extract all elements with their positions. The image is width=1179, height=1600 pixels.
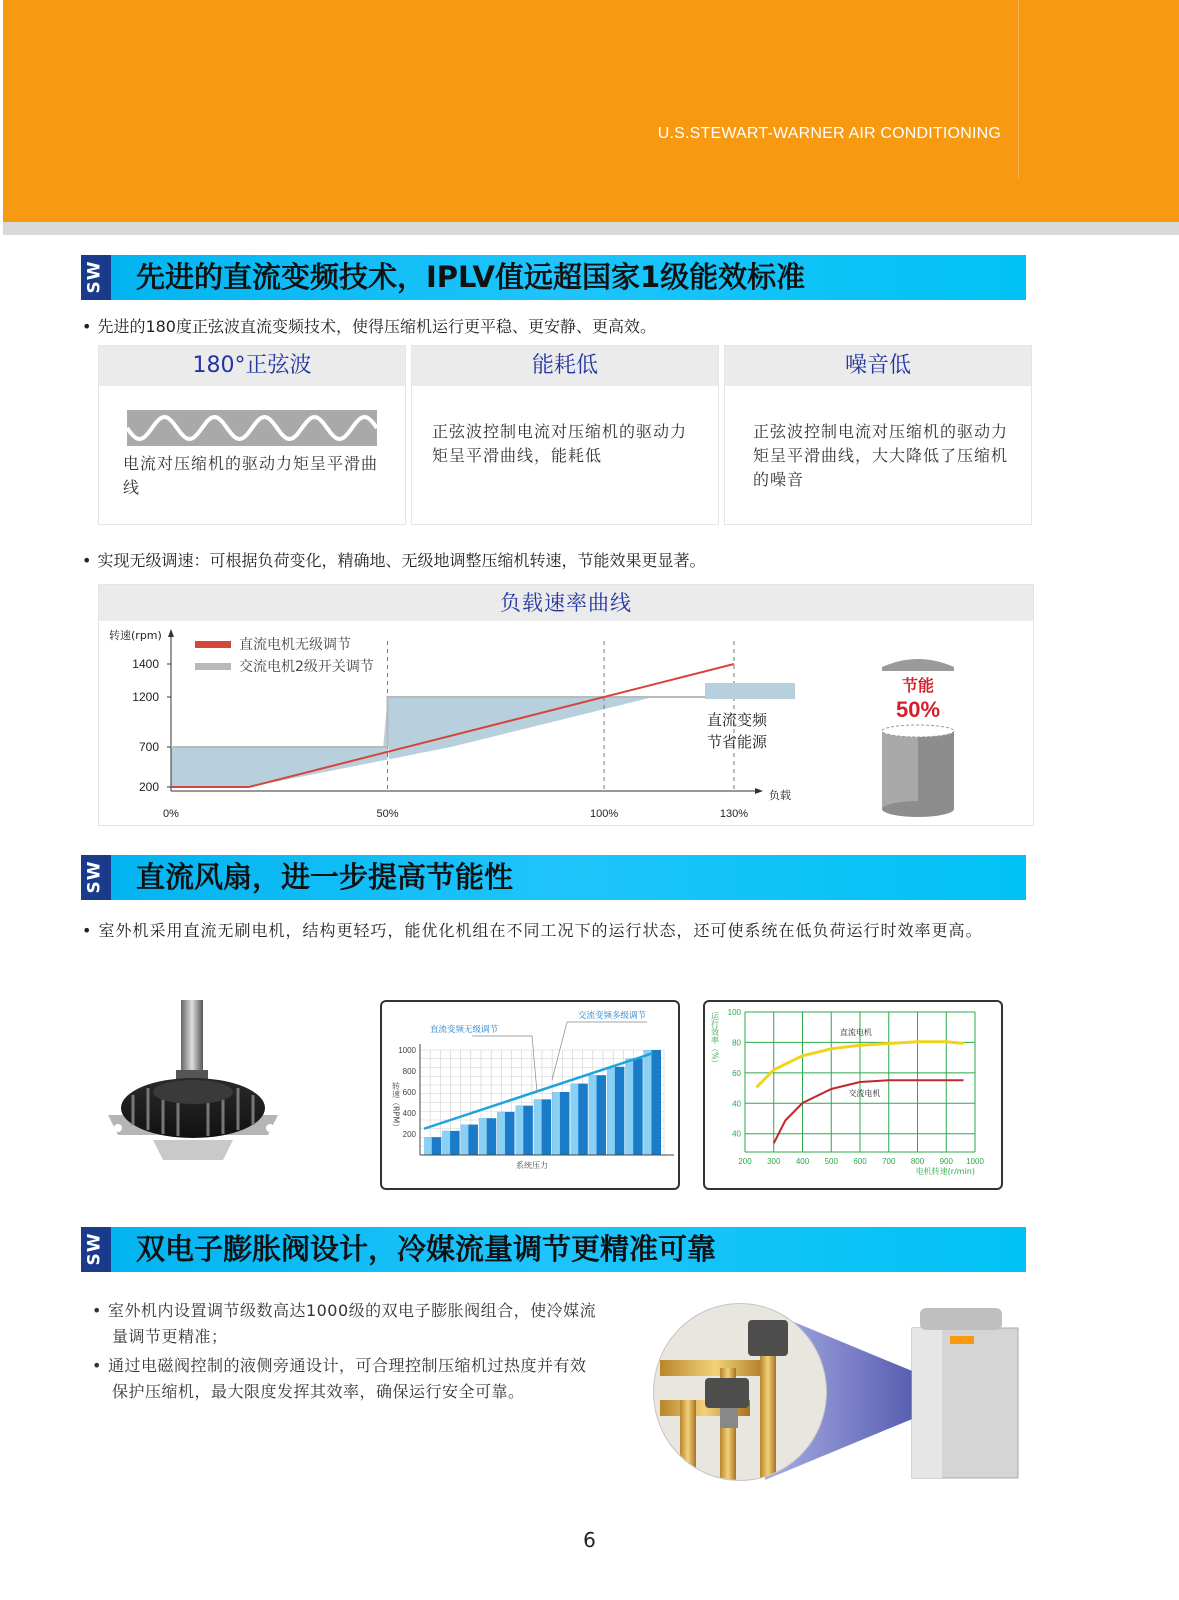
header-gray-band xyxy=(3,222,1179,235)
cylinder-top xyxy=(882,659,954,671)
motor-efficiency-chart-panel xyxy=(703,1000,1003,1190)
x-tick-label: 900 xyxy=(939,1157,953,1166)
header-banner xyxy=(3,0,1179,222)
x-axis-arrow xyxy=(755,788,763,794)
x-axis-label: 系统压力 xyxy=(516,1161,548,1170)
card-low-noise xyxy=(724,345,1032,525)
bar-highlight xyxy=(644,1050,652,1155)
bar-highlight xyxy=(442,1131,450,1155)
x-axis-label: 电机转速(r/min) xyxy=(915,1167,975,1176)
x-tick-label: 600 xyxy=(853,1157,867,1166)
load-speed-chart xyxy=(99,621,1033,825)
card-title: 噪音低 xyxy=(725,346,1031,386)
y-tick-label: 80 xyxy=(732,1038,741,1048)
header-divider xyxy=(1018,0,1019,178)
y-axis-label: 转速(rpm) xyxy=(109,629,162,642)
bar-highlight xyxy=(589,1075,597,1155)
y-tick-label: 700 xyxy=(138,740,159,754)
fan-speed-chart xyxy=(382,1002,678,1188)
saving-swatch xyxy=(705,683,795,699)
y-tick-label: 100 xyxy=(727,1008,741,1017)
section3-bullet1: • 室外机内设置调节级数高达1000级的双电子膨胀阀组合，使冷媒流量调节更精准； xyxy=(92,1301,597,1346)
cylinder-highlight xyxy=(882,731,918,809)
section3-bullet2: • 通过电磁阀控制的液侧旁通设计，可合理控制压缩机过热度并有效保护压缩机，最大限度发挥其效率，确保运行安全可靠。 xyxy=(92,1356,587,1401)
bar-highlight xyxy=(534,1099,542,1155)
section2-bullet: • 室外机采用直流无刷电机，结构更轻巧，能优化机组在不同工况下的运行状态，还可使系统在低负荷运行时效率更高。 xyxy=(82,921,983,940)
section2-title: 直流风扇，进一步提高节能性 xyxy=(136,860,514,894)
bar-highlight xyxy=(552,1092,560,1155)
section3-title: 双电子膨胀阀设计，冷媒流量调节更精准可靠 xyxy=(136,1232,717,1266)
bar-highlight xyxy=(516,1106,524,1155)
sw-logo-icon: SW xyxy=(78,255,111,300)
cylinder-cut xyxy=(882,725,954,737)
cylinder-label: 节能 xyxy=(901,676,935,695)
bar-highlight xyxy=(625,1058,633,1155)
y-tick-label: 1400 xyxy=(132,657,159,671)
x-tick-label: 130% xyxy=(719,808,749,820)
x-tick-label: 1000 xyxy=(966,1157,984,1166)
bar-highlight xyxy=(479,1118,487,1155)
x-tick-label: 300 xyxy=(767,1157,781,1166)
section1-title: 先进的直流变频技术，IPLV值远超国家1级能效标准 xyxy=(136,260,806,294)
legend-label: 交流电机2级开关调节 xyxy=(239,659,374,675)
bar-highlight xyxy=(461,1125,469,1155)
legend-swatch xyxy=(195,641,231,648)
x-tick-label: 500 xyxy=(824,1157,838,1166)
card-text: 正弦波控制电流对压缩机的驱动力矩呈平滑曲线，能耗低 xyxy=(432,422,688,465)
legend-swatch xyxy=(195,663,231,670)
expansion-valve-illustration xyxy=(650,1300,1020,1485)
x-axis-label: 负载 xyxy=(769,789,791,802)
saving-area xyxy=(388,697,654,759)
section1-bullet2: • 实现无级调速：可根据负荷变化，精确地、无级地调整压缩机转速，节能效果更显著。 xyxy=(82,551,706,570)
brand-name: U.S.STEWART-WARNER AIR CONDITIONING xyxy=(657,125,1001,142)
dc-motor-image xyxy=(98,1000,288,1180)
card-sine-wave xyxy=(98,345,406,525)
card-text: 电流对压缩机的驱动力矩呈平滑曲线 xyxy=(123,454,379,497)
card-title: 180°正弦波 xyxy=(99,346,405,386)
x-tick-label: 50% xyxy=(376,808,399,820)
sw-logo-icon: SW xyxy=(78,855,111,900)
page-number: 6 xyxy=(583,1528,596,1552)
y-tick-label: 200 xyxy=(138,780,159,794)
legend-label: 直流电机无级调节 xyxy=(239,637,351,653)
y-tick-label: 800 xyxy=(402,1067,416,1076)
y-tick-label: 40 xyxy=(732,1129,741,1139)
y-axis-label: 转速（RPM） xyxy=(391,1082,401,1132)
y-tick-label: 40 xyxy=(732,1099,741,1109)
y-tick-label: 1000 xyxy=(398,1046,416,1055)
saving-area xyxy=(171,697,388,787)
sw-logo-icon: SW xyxy=(78,1227,111,1272)
saving-label-line1: 直流变频 xyxy=(707,711,768,729)
y-axis-arrow xyxy=(168,629,174,637)
fan-speed-chart-panel xyxy=(380,1000,680,1190)
bar-highlight xyxy=(607,1067,615,1155)
sine-wave-icon xyxy=(127,410,377,446)
motor-efficiency-chart xyxy=(705,1002,1001,1188)
x-tick-label: 0% xyxy=(163,808,179,820)
bar-highlight xyxy=(424,1137,432,1155)
y-tick-label: 600 xyxy=(402,1088,416,1097)
load-speed-chart-box xyxy=(98,584,1034,826)
y-tick-label: 60 xyxy=(732,1068,741,1078)
chart-title: 负载速率曲线 xyxy=(99,585,1033,621)
series-label: 交流电机 xyxy=(848,1089,881,1098)
bar-highlight xyxy=(570,1084,578,1155)
x-tick-label: 700 xyxy=(882,1157,896,1166)
y-tick-label: 200 xyxy=(402,1130,416,1139)
x-tick-label: 200 xyxy=(738,1157,752,1166)
y-axis-label: 运行效率（%） xyxy=(710,1012,720,1068)
annotation-leader xyxy=(472,1036,537,1092)
saving-label-line2: 节省能源 xyxy=(707,733,768,751)
card-low-energy xyxy=(411,345,719,525)
x-tick-label: 400 xyxy=(795,1157,810,1166)
y-tick-label: 400 xyxy=(402,1109,416,1118)
cylinder-value: 50% xyxy=(895,697,941,722)
cylinder-bottom xyxy=(882,801,954,817)
annotation: 交流变频多级调节 xyxy=(578,1011,647,1021)
series-label: 直流电机 xyxy=(839,1027,872,1037)
bar-highlight xyxy=(497,1112,505,1155)
card-text: 正弦波控制电流对压缩机的驱动力矩呈平滑曲线，大大降低了压缩机的噪音 xyxy=(753,422,1009,489)
section1-bullet1: • 先进的180度正弦波直流变频技术，使得压缩机运行更平稳、更安静、更高效。 xyxy=(82,317,656,336)
x-tick-label: 800 xyxy=(910,1157,925,1166)
y-tick-label: 1200 xyxy=(132,690,159,704)
card-title: 能耗低 xyxy=(412,346,718,386)
x-tick-label: 100% xyxy=(590,808,619,820)
annotation: 直流变频无级调节 xyxy=(430,1025,499,1035)
